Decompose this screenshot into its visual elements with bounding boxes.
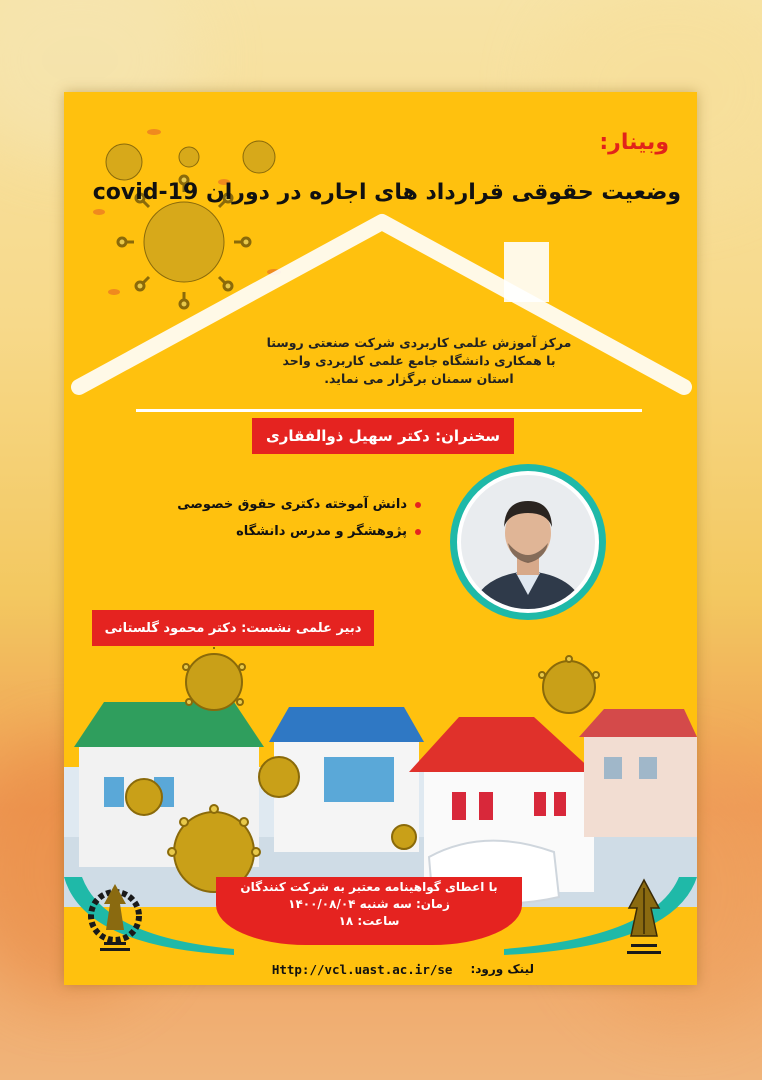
entry-link-row bbox=[234, 958, 534, 980]
divider bbox=[136, 409, 642, 412]
speaker-credentials bbox=[177, 497, 421, 551]
avatar bbox=[450, 464, 606, 620]
credential-text: پژوهشگر و مدرس دانشگاه bbox=[236, 524, 407, 539]
link-label: لینک ورود: bbox=[470, 962, 534, 976]
university-logo-icon bbox=[619, 878, 669, 960]
intro-line: مرکز آموزش علمی کاربردی شرکت صنعتی روستا bbox=[266, 335, 572, 350]
speaker-photo bbox=[461, 475, 595, 609]
credential-text: دانش آموخته دکتری حقوق خصوصی bbox=[177, 497, 407, 512]
title-text: وضعیت حقوقی قرارداد های اجاره در دوران bbox=[205, 180, 681, 205]
moderator-name: دبیر علمی نشست: دکتر محمود گلستانی bbox=[104, 620, 362, 636]
speaker-banner bbox=[252, 418, 514, 454]
webinar-link[interactable]: Http://vcl.uast.ac.ir/se bbox=[271, 961, 453, 977]
page-title bbox=[71, 180, 681, 205]
intro-line: با همکاری دانشگاه جامع علمی کاربردی واحد bbox=[282, 353, 556, 368]
event-time: ساعت: ۱۸ bbox=[338, 914, 400, 928]
event-date: زمان: سه شنبه ۱۴۰۰/۰۸/۰۴ bbox=[288, 897, 450, 911]
certificate-note: با اعطای گواهینامه معتبر به شرکت کنندگان bbox=[240, 880, 498, 894]
title-latin: covid-19 bbox=[92, 180, 199, 205]
houses-illustration bbox=[64, 647, 697, 907]
moderator-banner bbox=[92, 610, 374, 646]
avatar-frame bbox=[457, 471, 599, 613]
list-item bbox=[177, 497, 421, 512]
bullet-dot-icon bbox=[415, 502, 421, 508]
wave-decoration bbox=[64, 877, 697, 967]
webinar-poster bbox=[64, 92, 697, 985]
organizer-intro bbox=[234, 334, 604, 388]
bullet-dot-icon bbox=[415, 529, 421, 535]
institute-logo-icon bbox=[86, 878, 144, 956]
list-item bbox=[177, 524, 421, 539]
speaker-name: سخنران: دکتر سهیل ذوالفقاری bbox=[265, 427, 501, 445]
webinar-label: وبینار: bbox=[599, 130, 669, 155]
intro-line: استان سمنان برگزار می نماید. bbox=[324, 371, 514, 386]
